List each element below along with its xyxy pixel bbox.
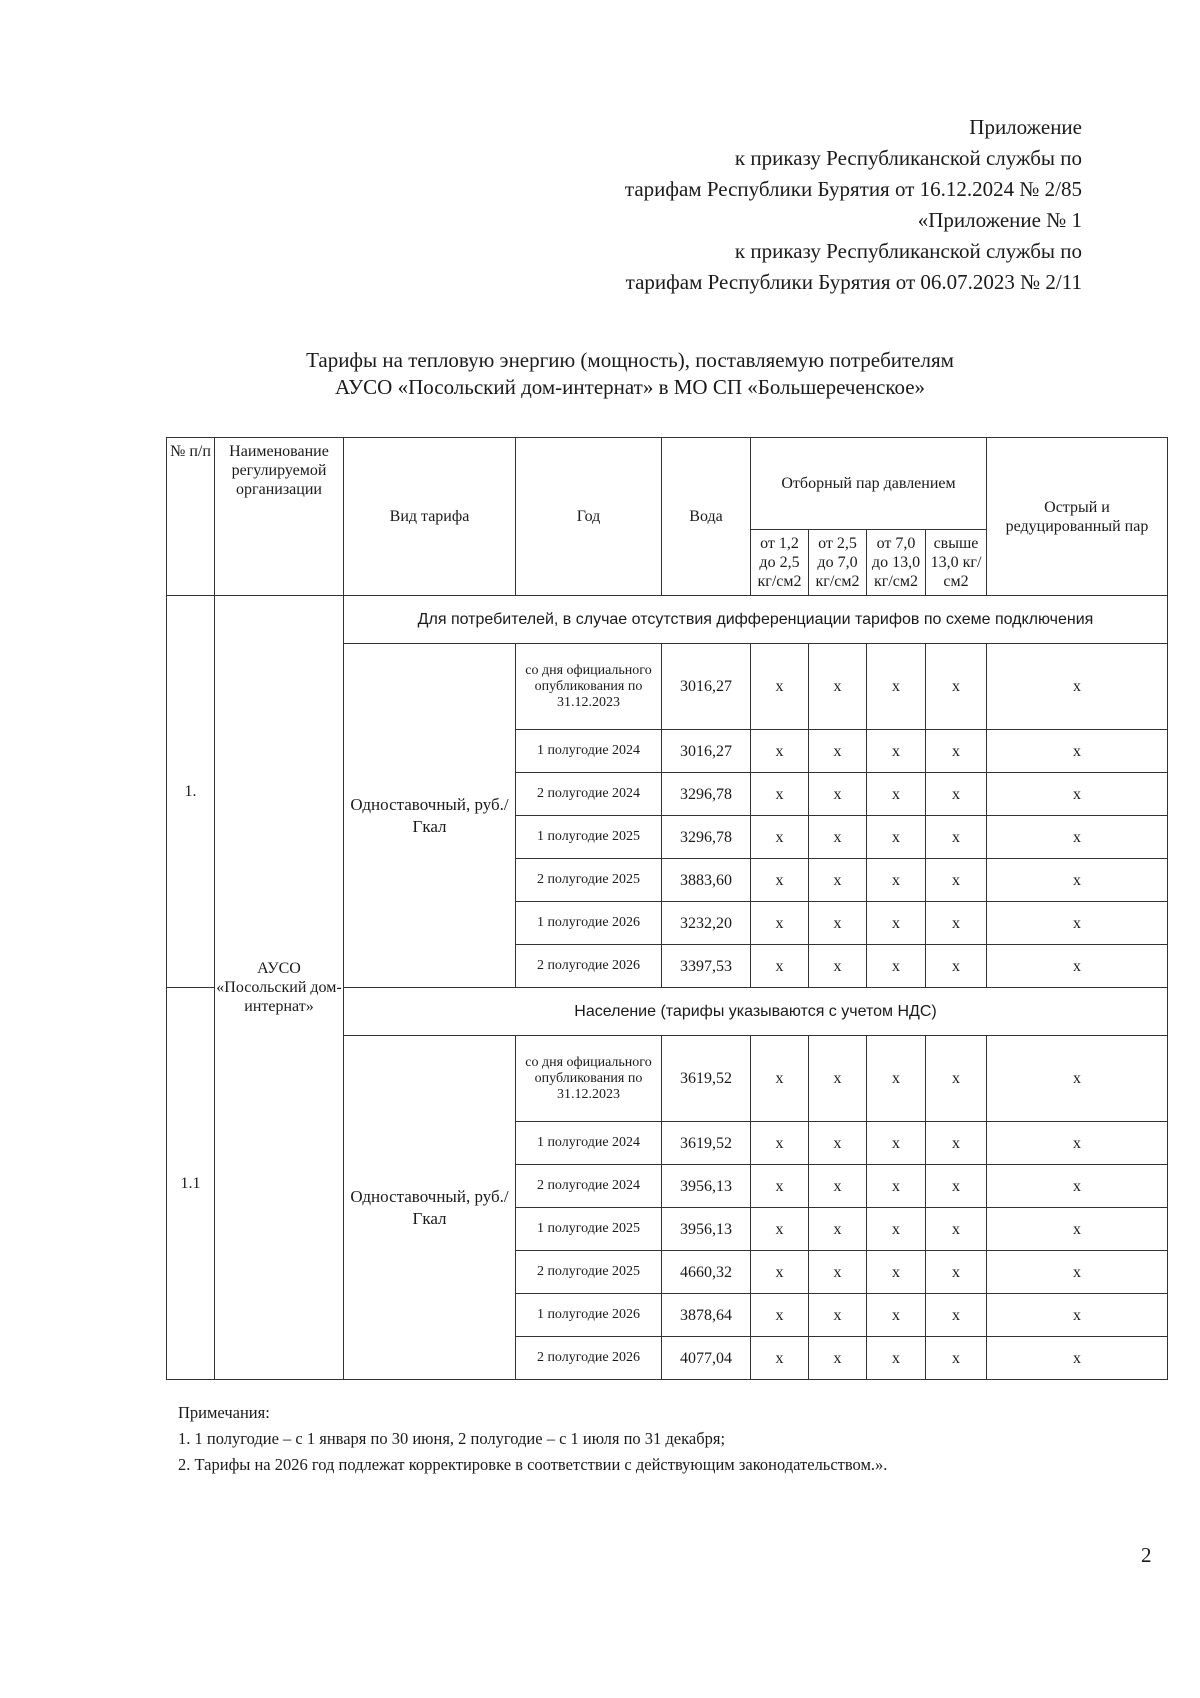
tariff-table <box>166 437 1168 1380</box>
steam-value: x <box>926 816 987 859</box>
steam-value: x <box>926 1337 987 1380</box>
water-value: 3296,78 <box>662 816 751 859</box>
tariff-type: Одноставочный, руб./Гкал <box>344 1036 516 1380</box>
header-row <box>167 438 1168 530</box>
steam-value: x <box>926 859 987 902</box>
steam-value: x <box>751 1036 809 1122</box>
header-line: к приказу Республиканской службы по <box>734 239 1082 263</box>
sharp-steam-value: x <box>987 773 1168 816</box>
col-header-sharp: Острый и редуцированный пар <box>987 438 1168 596</box>
col-header-steam-2: от 2,5 до 7,0 кг/см2 <box>809 530 867 596</box>
sharp-steam-value: x <box>987 1036 1168 1122</box>
sharp-steam-value: x <box>987 1251 1168 1294</box>
water-value: 3232,20 <box>662 902 751 945</box>
sharp-steam-value: x <box>987 1208 1168 1251</box>
steam-value: x <box>867 1165 926 1208</box>
steam-value: x <box>926 1294 987 1337</box>
steam-value: x <box>867 945 926 988</box>
steam-value: x <box>926 1122 987 1165</box>
steam-value: x <box>867 902 926 945</box>
col-header-type: Вид тарифа <box>344 438 516 596</box>
header-line: тарифам Республики Бурятия от 06.07.2023 № 2/11 <box>625 270 1082 294</box>
steam-value: x <box>867 1337 926 1380</box>
water-value: 3956,13 <box>662 1208 751 1251</box>
period-cell: 2 полугодие 2024 <box>516 773 662 816</box>
period-cell: 1 полугодие 2025 <box>516 1208 662 1251</box>
period-cell: 1 полугодие 2026 <box>516 1294 662 1337</box>
steam-value: x <box>751 1208 809 1251</box>
tariff-type: Одноставочный, руб./Гкал <box>344 644 516 988</box>
steam-value: x <box>809 816 867 859</box>
steam-value: x <box>809 1251 867 1294</box>
steam-value: x <box>751 730 809 773</box>
steam-value: x <box>809 1036 867 1122</box>
note-item: 1. 1 полугодие – с 1 января по 30 июня, 2 полугодие – с 1 июля по 31 декабря; <box>178 1429 726 1448</box>
steam-value: x <box>809 1122 867 1165</box>
period-cell: 1 полугодие 2024 <box>516 730 662 773</box>
sharp-steam-value: x <box>987 644 1168 730</box>
steam-value: x <box>751 1337 809 1380</box>
col-header-steam-3: от 7,0 до 13,0 кг/см2 <box>867 530 926 596</box>
water-value: 3619,52 <box>662 1036 751 1122</box>
water-value: 3883,60 <box>662 859 751 902</box>
sharp-steam-value: x <box>987 730 1168 773</box>
steam-value: x <box>751 773 809 816</box>
water-value: 3016,27 <box>662 730 751 773</box>
col-header-year: Год <box>516 438 662 596</box>
col-header-num: № п/п <box>167 438 215 596</box>
period-cell: 1 полугодие 2026 <box>516 902 662 945</box>
steam-value: x <box>751 644 809 730</box>
steam-value: x <box>926 1251 987 1294</box>
steam-value: x <box>867 644 926 730</box>
water-value: 3878,64 <box>662 1294 751 1337</box>
sharp-steam-value: x <box>987 1337 1168 1380</box>
period-cell: 2 полугодие 2025 <box>516 859 662 902</box>
steam-value: x <box>809 902 867 945</box>
steam-value: x <box>751 816 809 859</box>
steam-value: x <box>809 945 867 988</box>
sharp-steam-value: x <box>987 816 1168 859</box>
steam-value: x <box>867 730 926 773</box>
sharp-steam-value: x <box>987 1165 1168 1208</box>
steam-value: x <box>751 1251 809 1294</box>
steam-value: x <box>926 773 987 816</box>
water-value: 3956,13 <box>662 1165 751 1208</box>
steam-value: x <box>926 902 987 945</box>
steam-value: x <box>867 1208 926 1251</box>
steam-value: x <box>751 859 809 902</box>
header-line: к приказу Республиканской службы по <box>734 146 1082 170</box>
period-cell: 2 полугодие 2026 <box>516 945 662 988</box>
steam-value: x <box>809 859 867 902</box>
period-cell: 2 полугодие 2026 <box>516 1337 662 1380</box>
period-cell: 2 полугодие 2025 <box>516 1251 662 1294</box>
steam-value: x <box>751 1122 809 1165</box>
steam-value: x <box>867 1036 926 1122</box>
steam-value: x <box>809 1294 867 1337</box>
sharp-steam-value: x <box>987 945 1168 988</box>
steam-value: x <box>809 730 867 773</box>
sharp-steam-value: x <box>987 859 1168 902</box>
sharp-steam-value: x <box>987 1122 1168 1165</box>
steam-value: x <box>809 773 867 816</box>
title-line-2: АУСО «Посольский дом-интернат» в МО СП «Большереченское» <box>334 375 926 399</box>
section-number: 1. <box>167 596 215 988</box>
col-header-steam-4: свыше 13,0 кг/см2 <box>926 530 987 596</box>
steam-value: x <box>926 644 987 730</box>
steam-value: x <box>809 1208 867 1251</box>
sharp-steam-value: x <box>987 1294 1168 1337</box>
water-value: 3619,52 <box>662 1122 751 1165</box>
col-header-org: Наименование регулируемой организации <box>215 438 344 596</box>
steam-value: x <box>751 902 809 945</box>
page-number: 2 <box>1141 1543 1152 1567</box>
water-value: 4077,04 <box>662 1337 751 1380</box>
water-value: 3397,53 <box>662 945 751 988</box>
section-title: Для потребителей, в случае отсутствия дифференциации тарифов по схеме подключения <box>344 596 1168 644</box>
col-header-steam: Отборный пар давлением <box>751 438 987 530</box>
steam-value: x <box>867 773 926 816</box>
steam-value: x <box>867 1294 926 1337</box>
period-cell: со дня официального опубликования по 31.12.2023 <box>516 1036 662 1122</box>
period-cell: 1 полугодие 2025 <box>516 816 662 859</box>
water-value: 4660,32 <box>662 1251 751 1294</box>
steam-value: x <box>751 945 809 988</box>
header-line: тарифам Республики Бурятия от 16.12.2024 № 2/85 <box>624 177 1082 201</box>
appendix-header <box>625 112 1082 298</box>
period-cell: 2 полугодие 2024 <box>516 1165 662 1208</box>
col-header-water: Вода <box>662 438 751 596</box>
sharp-steam-value: x <box>987 902 1168 945</box>
steam-value: x <box>751 1165 809 1208</box>
water-value: 3016,27 <box>662 644 751 730</box>
steam-value: x <box>926 945 987 988</box>
steam-value: x <box>926 730 987 773</box>
notes <box>178 1400 887 1478</box>
steam-value: x <box>867 816 926 859</box>
steam-value: x <box>809 1337 867 1380</box>
water-value: 3296,78 <box>662 773 751 816</box>
steam-value: x <box>867 1122 926 1165</box>
document-title <box>0 347 1200 401</box>
section-number: 1.1 <box>167 988 215 1380</box>
col-header-steam-1: от 1,2 до 2,5 кг/см2 <box>751 530 809 596</box>
org-name: АУСО «Посольский дом-интернат» <box>215 596 344 1380</box>
notes-heading: Примечания: <box>178 1403 270 1422</box>
section-title-row <box>167 596 1168 644</box>
note-item: 2. Тарифы на 2026 год подлежат корректировке в соответствии с действующим законодательством.». <box>178 1455 888 1474</box>
steam-value: x <box>809 644 867 730</box>
title-line-1: Тарифы на тепловую энергию (мощность), поставляемую потребителям <box>306 348 954 372</box>
steam-value: x <box>926 1036 987 1122</box>
period-cell: со дня официального опубликования по 31.12.2023 <box>516 644 662 730</box>
header-line: Приложение <box>969 115 1082 139</box>
steam-value: x <box>926 1165 987 1208</box>
period-cell: 1 полугодие 2024 <box>516 1122 662 1165</box>
steam-value: x <box>926 1208 987 1251</box>
steam-value: x <box>751 1294 809 1337</box>
section-title: Население (тарифы указываются с учетом НДС) <box>344 988 1168 1036</box>
steam-value: x <box>867 859 926 902</box>
header-line: «Приложение № 1 <box>917 208 1082 232</box>
steam-value: x <box>809 1165 867 1208</box>
steam-value: x <box>867 1251 926 1294</box>
